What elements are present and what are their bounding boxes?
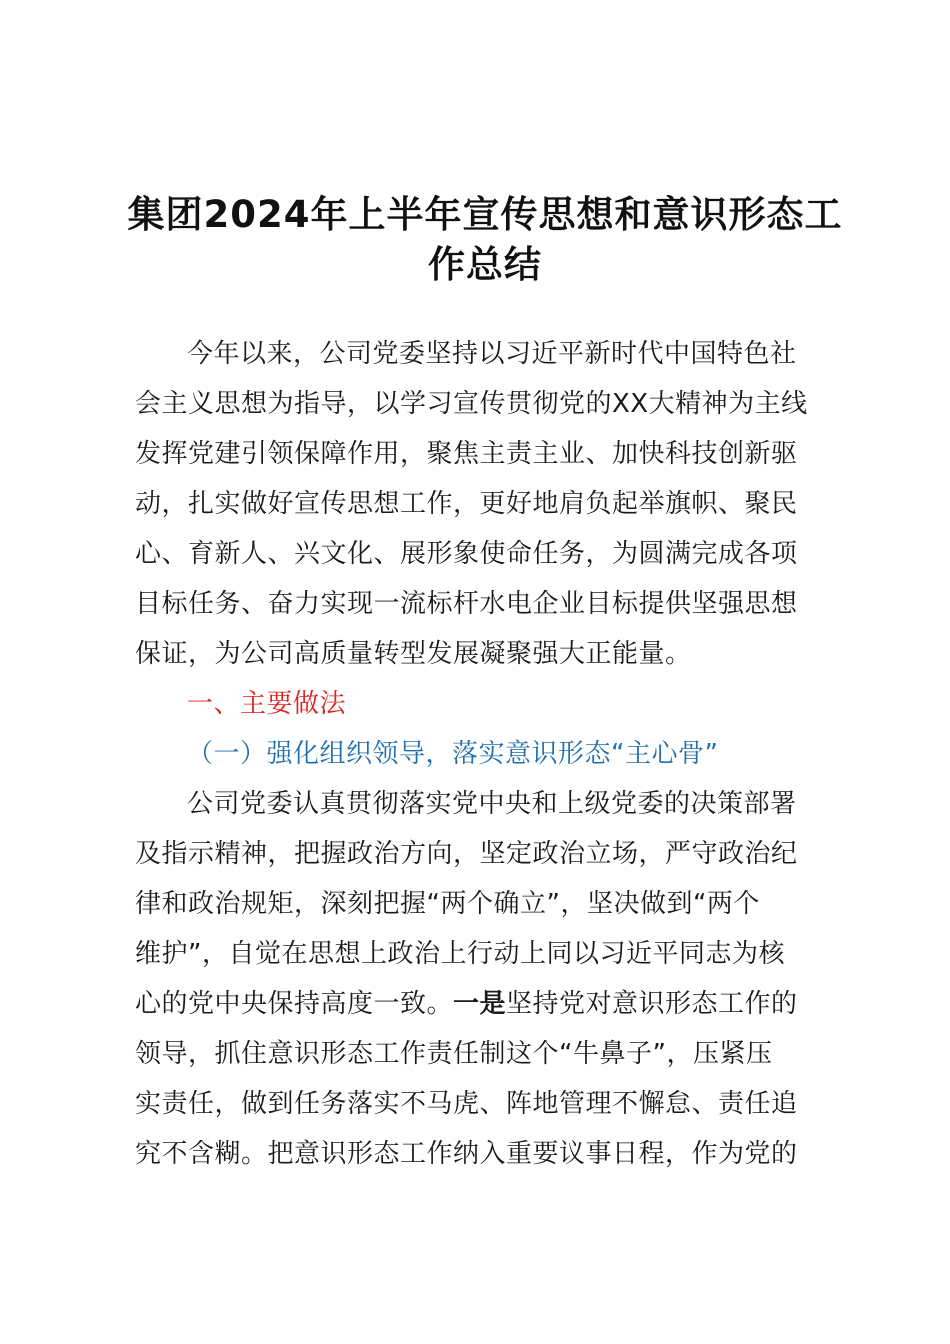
body-paragraph-line [135,986,798,1022]
section-heading-main-practices: 一、主要做法 [187,689,347,719]
bold-emphasis-yishi: 一是 [453,989,507,1019]
body-paragraph-line: 维护”，自觉在思想上政治上行动上同以习近平同志为核 [135,939,785,969]
intro-paragraph-line: 心、育新人、兴文化、展形象使命任务，为圆满完成各项 [135,539,798,569]
body-paragraph-line: 究不含糊。把意识形态工作纳入重要议事日程，作为党的 [135,1139,798,1169]
subsection-heading-organization: （一）强化组织领导，落实意识形态“主心骨” [187,739,719,769]
intro-paragraph-line: 目标任务、奋力实现一流标杆水电企业目标提供坚强思想 [135,589,798,619]
intro-paragraph-line: 会主义思想为指导，以学习宣传贯彻党的XX大精神为主线 [135,389,808,419]
document-title-line-1: 集团2024年上半年宣传思想和意识形态工 [127,193,843,236]
body-paragraph-line: 领导，抓住意识形态工作责任制这个“牛鼻子”，压紧压 [135,1039,773,1069]
body-text-segment: 心的党中央保持高度一致。 [135,989,454,1019]
body-paragraph-line: 公司党委认真贯彻落实党中央和上级党委的决策部署 [187,789,797,819]
intro-paragraph-line: 动，扎实做好宣传思想工作，更好地肩负起举旗帜、聚民 [135,489,798,519]
body-text-segment: 坚持党对意识形态工作的 [506,989,798,1019]
body-paragraph-line: 实责任，做到任务落实不马虎、阵地管理不懈怠、责任追 [135,1089,798,1119]
document-title-line-2: 作总结 [428,243,542,286]
intro-paragraph-line: 保证，为公司高质量转型发展凝聚强大正能量。 [135,639,692,669]
intro-paragraph-line: 今年以来，公司党委坚持以习近平新时代中国特色社 [187,339,797,369]
body-paragraph-line: 及指示精神，把握政治方向，坚定政治立场，严守政治纪 [135,839,798,869]
intro-paragraph-line: 发挥党建引领保障作用，聚焦主责主业、加快科技创新驱 [135,439,798,469]
body-paragraph-line: 律和政治规矩，深刻把握“两个确立”，坚决做到“两个 [135,889,760,919]
